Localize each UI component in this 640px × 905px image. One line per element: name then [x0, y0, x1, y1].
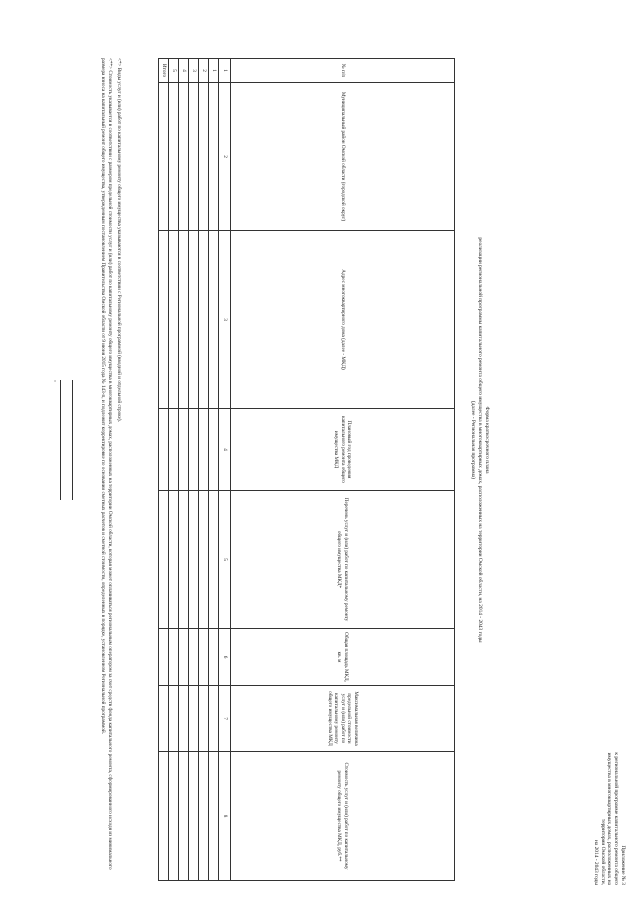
- table-cell: [189, 82, 198, 230]
- table-cell: [209, 230, 218, 408]
- table-cell: [179, 685, 188, 751]
- signature-line: [72, 380, 80, 500]
- column-number-row: [218, 58, 230, 881]
- header-cell-cost: Стоимость услуг и (или) работ по капитальному ремонту общего имущества МКД, руб.**: [231, 751, 454, 881]
- table-cell: [179, 230, 188, 408]
- column-number: 6: [219, 628, 230, 685]
- table-cell: [209, 628, 218, 685]
- column-number: 8: [219, 751, 230, 881]
- table-row: [188, 58, 198, 881]
- table-cell: [179, 751, 188, 881]
- table-cell: [209, 82, 218, 230]
- table-cell: [179, 408, 188, 490]
- column-number: 5: [219, 490, 230, 628]
- appendix-line: на 2014 - 2043 годы: [592, 839, 599, 885]
- table-cell: [189, 685, 198, 751]
- table-row: [178, 58, 188, 881]
- table-row: [208, 58, 218, 881]
- table-cell: [209, 685, 218, 751]
- header-cell-number: № п/п: [231, 58, 454, 82]
- column-number: 7: [219, 685, 230, 751]
- footnote: <*> Виды услуг и (или) работ по капитальному ремонту общего имущества указываются в соответствии с Региональной программой (вводной и отдельной строке).: [116, 58, 122, 422]
- header-cell-works-list: Перечень услуг и (или) работ по капитальному ремонту общего имущества МКД*: [231, 490, 454, 628]
- table-cell: [169, 82, 178, 230]
- table-cell: [169, 408, 178, 490]
- table-cell: [159, 82, 168, 230]
- plan-table: [128, 58, 455, 881]
- signature-block: [50, 380, 80, 500]
- column-number: 1: [219, 58, 230, 82]
- column-number: 2: [219, 82, 230, 230]
- row-number-cell: 3: [189, 58, 198, 82]
- header-cell-planned-year: Плановый год проведения капитального ремонта общего имущества МКД: [231, 408, 454, 490]
- table-cell: [199, 82, 208, 230]
- row-number-cell: 2: [199, 58, 208, 82]
- table-header-row: [230, 58, 455, 881]
- table-cell: [209, 490, 218, 628]
- header-cell-address: Адрес многоквартирного дома (далее - МКД): [231, 230, 454, 408]
- table-cell: [189, 408, 198, 490]
- header-cell-max-cost: Максимальная величина предельной стоимости услуг и (или) работ по капитальному ремонту общего имущества МКД: [231, 685, 454, 751]
- footnotes: [97, 58, 122, 888]
- header-cell-area: Общая площадь МКД, кв. м: [231, 628, 454, 685]
- table-cell: [169, 230, 178, 408]
- table-cell: [199, 685, 208, 751]
- table-row: [198, 58, 208, 881]
- table-cell: [189, 490, 198, 628]
- table-cell: [159, 628, 168, 685]
- row-number-cell: 5: [169, 58, 178, 82]
- table-cell: [209, 408, 218, 490]
- footnote: <**> Стоимость указывается в соответствии с размером предельной стоимости услуг и (или) работ по капитальному ремонту общего имущества в многоквартирных домах, расположенных на территории Омской области, которая может оплачиваться региональным оператором за счет средств фонда капитального ремонта, сформированного исходя из минимального размера взноса на капитальный ремонт общего имущества, утвержденным постановлением Правительства Омской области от 9 июня 2015 года № 143-п, и подлежит корректировке по основании сметных расчетов и сметной стоимости, определенных в порядке, установленном Региональной программой.: [100, 58, 113, 870]
- table-row-total: [158, 58, 168, 881]
- table-cell: [159, 751, 168, 881]
- title-line: реализации региональной программы капитального ремонта общего имущества в многоквартирных домах, расположенных на территории Омской области, на 2014 - 2043 годы: [477, 237, 484, 643]
- row-number-cell: 1: [209, 58, 218, 82]
- table-cell: [169, 751, 178, 881]
- table-cell: [199, 230, 208, 408]
- column-number: 3: [219, 230, 230, 408]
- table-cell: [169, 628, 178, 685]
- table-cell: [179, 490, 188, 628]
- table-cell: [159, 685, 168, 751]
- signature-mark: ": [50, 380, 56, 383]
- table-cell: [199, 408, 208, 490]
- table-cell: [179, 82, 188, 230]
- title-line: (далее - Региональная программа): [470, 400, 477, 480]
- appendix-line: имущества в многоквартирных домах, расположенных на: [606, 752, 613, 885]
- table-cell: [169, 490, 178, 628]
- table-cell: [169, 685, 178, 751]
- table-row: [168, 58, 178, 881]
- appendix-header: [592, 700, 626, 885]
- table-cell: [209, 751, 218, 881]
- table-cell: [199, 490, 208, 628]
- table-cell: [159, 490, 168, 628]
- header-cell-district: Муниципальный район Омской области (городской округ): [231, 82, 454, 230]
- signature-line: [60, 380, 68, 500]
- document-title: [470, 60, 490, 820]
- appendix-line: Приложение № 3: [620, 845, 626, 885]
- table-cell: [179, 628, 188, 685]
- table-cell: [159, 408, 168, 490]
- column-number: 4: [219, 408, 230, 490]
- total-label-cell: Итого: [159, 58, 168, 82]
- appendix-line: территории Омской области,: [599, 818, 606, 885]
- title-line: Форма краткосрочного плана: [484, 406, 490, 474]
- table-cell: [199, 628, 208, 685]
- appendix-line: к региональной программе капитального ремонта общего: [613, 752, 620, 885]
- table-cell: [189, 230, 198, 408]
- table-cell: [199, 751, 208, 881]
- table-cell: [189, 751, 198, 881]
- table-cell: [189, 628, 198, 685]
- table-cell: [159, 230, 168, 408]
- row-number-cell: 4: [179, 58, 188, 82]
